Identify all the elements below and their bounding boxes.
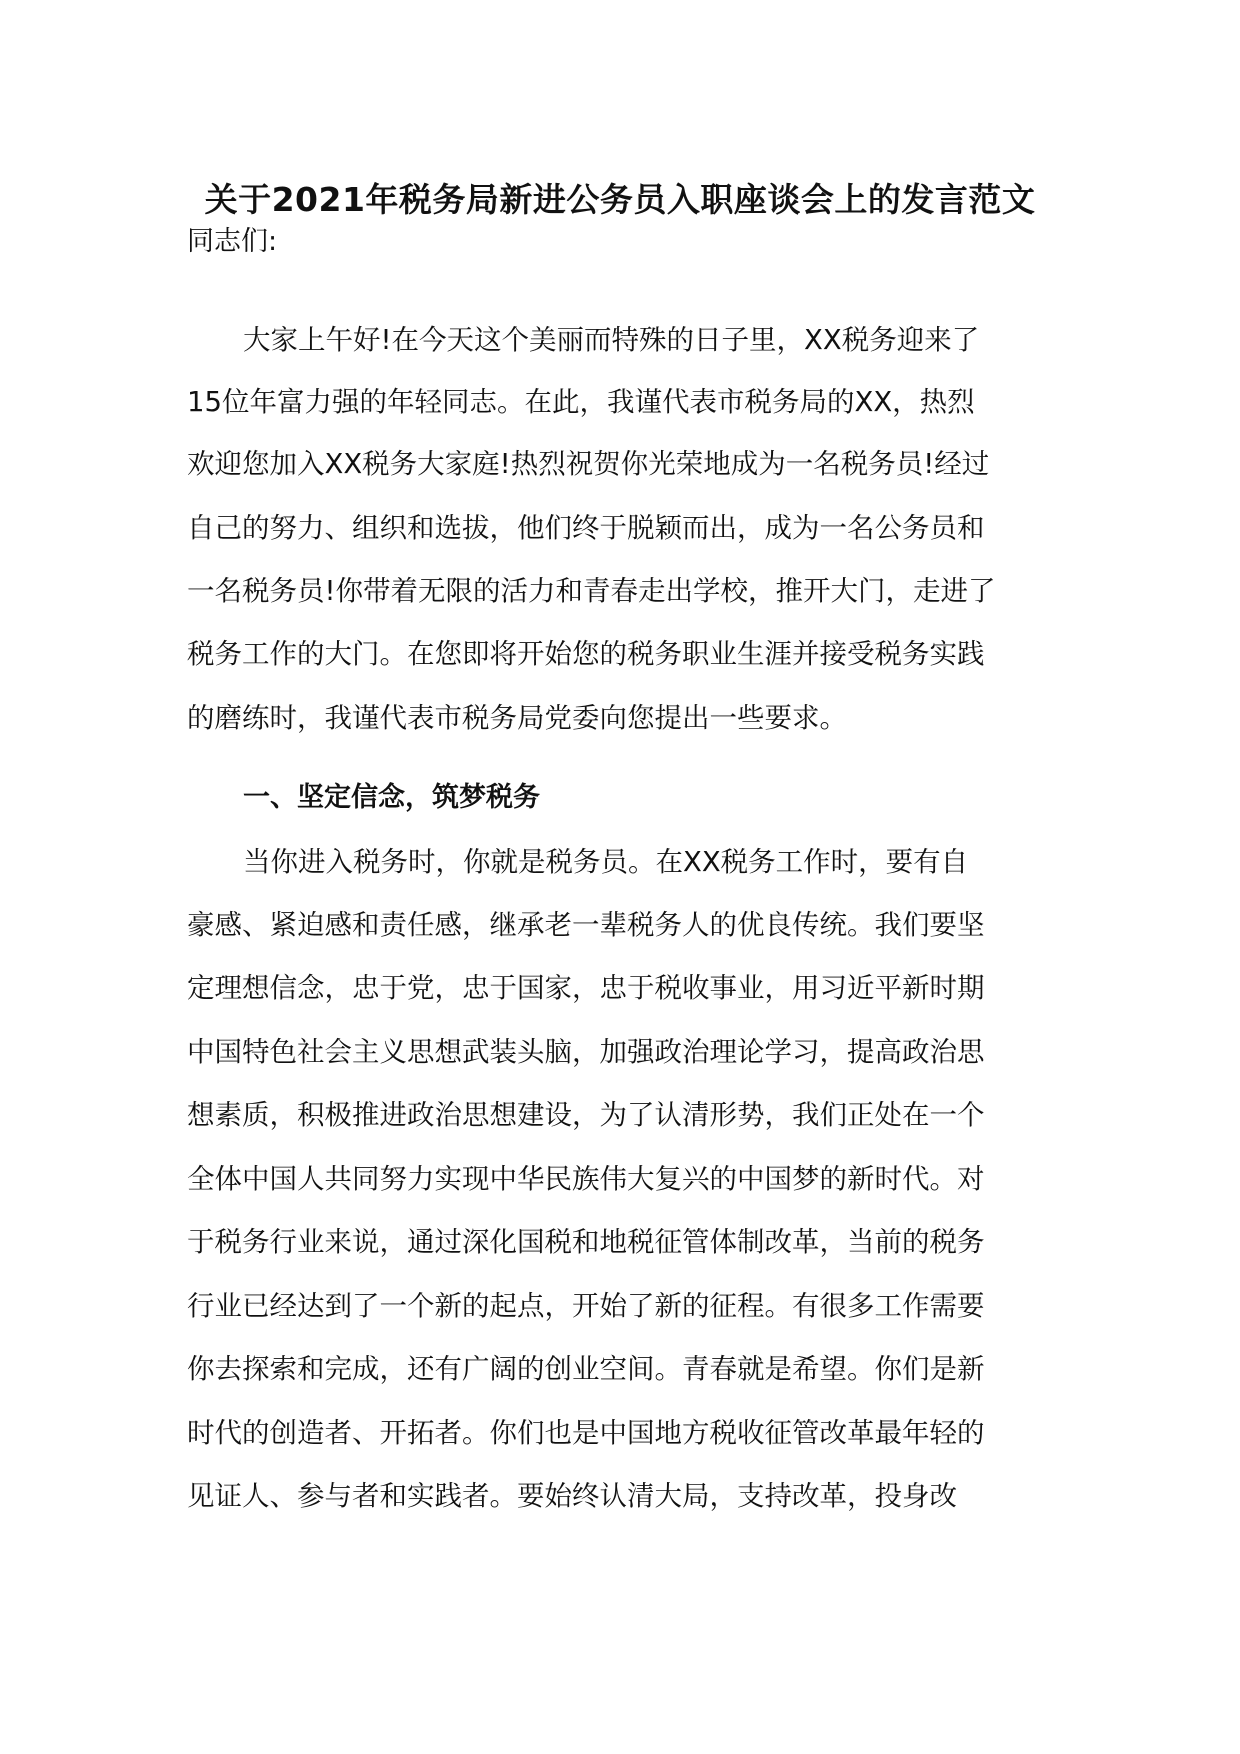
paragraph-line: 豪感、紧迫感和责任感，继承老一辈税务人的优良传统。我们要坚 [187,909,985,941]
paragraph-line: 的磨练时，我谨代表市税务局党委向您提出一些要求。 [187,702,847,734]
paragraph-line: 税务工作的大门。在您即将开始您的税务职业生涯并接受税务实践 [187,638,985,670]
paragraph-line: 全体中国人共同努力实现中华民族伟大复兴的中国梦的新时代。对 [187,1163,985,1195]
paragraph-line: 定理想信念，忠于党，忠于国家，忠于税收事业，用习近平新时期 [187,972,985,1004]
section-heading: 一、坚定信念，筑梦税务 [243,782,540,813]
document-title: 关于2021年税务局新进公务员入职座谈会上的发言范文 [204,180,1036,219]
salutation: 同志们: [187,226,278,257]
paragraph-line: 当你进入税务时，你就是税务员。在XX税务工作时，要有自 [243,846,969,878]
paragraph-line: 15位年富力强的年轻同志。在此，我谨代表市税务局的XX，热烈 [187,386,975,418]
paragraph-line: 于税务行业来说，通过深化国税和地税征管体制改革，当前的税务 [187,1226,985,1258]
paragraph-line: 大家上午好!在今天这个美丽而特殊的日子里，XX税务迎来了 [243,324,980,356]
paragraph-line: 欢迎您加入XX税务大家庭!热烈祝贺你光荣地成为一名税务员!经过 [187,448,990,480]
paragraph-line: 见证人、参与者和实践者。要始终认清大局，支持改革，投身改 [187,1480,957,1512]
paragraph-line: 中国特色社会主义思想武装头脑，加强政治理论学习，提高政治思 [187,1036,985,1068]
paragraph-line: 行业已经达到了一个新的起点，开始了新的征程。有很多工作需要 [187,1290,985,1322]
paragraph-line: 一名税务员!你带着无限的活力和青春走出学校，推开大门，走进了 [187,575,996,607]
paragraph-line: 想素质，积极推进政治思想建设，为了认清形势，我们正处在一个 [187,1099,985,1131]
paragraph-line: 时代的创造者、开拓者。你们也是中国地方税收征管改革最年轻的 [187,1417,985,1449]
paragraph-line: 自己的努力、组织和选拔，他们终于脱颖而出，成为一名公务员和 [187,512,985,544]
paragraph-line: 你去探索和完成，还有广阔的创业空间。青春就是希望。你们是新 [187,1353,985,1385]
